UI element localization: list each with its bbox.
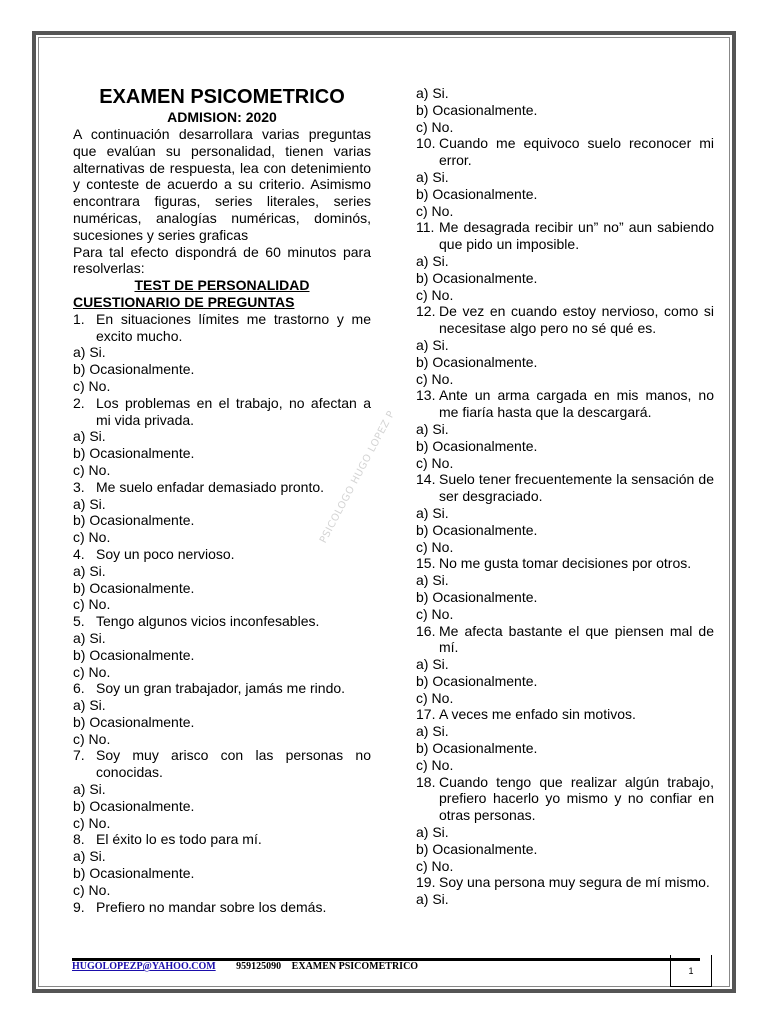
left-column — [73, 85, 371, 915]
question-number: 15. — [416, 555, 436, 572]
answer-option-c: c) No. — [416, 605, 454, 622]
answer-option-a: a) Si. — [416, 252, 449, 269]
question-item — [416, 387, 714, 421]
question-item — [416, 555, 714, 572]
answer-option-a: a) Si. — [73, 344, 106, 361]
answer-option-a: a) Si. — [416, 891, 449, 908]
question-text: Prefiero no mandar sobre los demás. — [96, 898, 327, 915]
question-text: De vez en cuando estoy nervioso, como si necesitase algo pero no sé qué es. — [439, 303, 714, 337]
question-number: 2. — [73, 394, 85, 411]
answer-option-c: c) No. — [416, 689, 454, 706]
answer-option-c: c) No. — [416, 857, 454, 874]
question-item — [73, 479, 371, 496]
answer-option-b: b) Ocasionalmente. — [416, 185, 538, 202]
section-heading-test: TEST DE PERSONALIDAD — [134, 277, 310, 294]
footer — [72, 961, 418, 972]
answer-option-b: b) Ocasionalmente. — [73, 797, 195, 814]
question-number: 4. — [73, 545, 85, 562]
question-text: Me afecta bastante el que piensen mal de mí. — [439, 622, 714, 656]
answer-option-a: a) Si. — [416, 723, 449, 740]
answer-option-b: b) Ocasionalmente. — [416, 521, 538, 538]
footer-phone: 959125090 — [236, 961, 282, 972]
answer-option-c: c) No. — [73, 814, 111, 831]
answer-option-b: b) Ocasionalmente. — [416, 740, 538, 757]
question-number: 1. — [73, 310, 85, 327]
page-number-box — [670, 955, 712, 987]
answer-option-b: b) Ocasionalmente. — [73, 865, 195, 882]
question-item — [73, 680, 371, 697]
answer-option-a: a) Si. — [416, 85, 449, 101]
answer-option-a: a) Si. — [73, 495, 106, 512]
answer-option-a: a) Si. — [73, 562, 106, 579]
question-text: No me gusta tomar decisiones por otros. — [439, 555, 692, 572]
page-number: 1 — [688, 966, 694, 976]
footer-email-link[interactable]: HUGOLOPEZP@YAHOO.COM — [72, 961, 216, 972]
answer-option-a: a) Si. — [73, 781, 106, 798]
question-number: 3. — [73, 478, 85, 495]
question-text: Soy un gran trabajador, jamás me rindo. — [96, 680, 346, 697]
question-number: 10. — [416, 135, 436, 152]
question-number: 7. — [73, 747, 85, 764]
answer-option-b: b) Ocasionalmente. — [73, 579, 195, 596]
question-number: 19. — [416, 874, 436, 891]
question-item — [73, 831, 371, 848]
question-item — [73, 899, 371, 916]
right-column — [416, 85, 714, 908]
question-item — [73, 311, 371, 345]
question-item — [416, 303, 714, 337]
footer-label: EXAMEN PSICOMETRICO — [291, 961, 419, 972]
question-number: 5. — [73, 613, 85, 630]
answer-option-b: b) Ocasionalmente. — [416, 588, 538, 605]
question-number: 9. — [73, 898, 85, 915]
question-text: Cuando tengo que realizar algún trabajo, prefiero hacerlo yo mismo y no confiar en otras personas. — [439, 773, 714, 824]
document-title: EXAMEN PSICOMETRICO — [99, 86, 345, 108]
question-text: Soy un poco nervioso. — [96, 545, 235, 562]
question-text: Ante un arma cargada en mis manos, no me fiaría hasta que la descargará. — [439, 387, 714, 421]
answer-option-c: c) No. — [73, 461, 111, 478]
right-question-list — [416, 135, 714, 908]
question-text: Suelo tener frecuentemente la sensación de ser desgraciado. — [439, 471, 714, 505]
answer-option-a: a) Si. — [416, 168, 449, 185]
section-heading-questionnaire: CUESTIONARIO DE PREGUNTAS — [73, 293, 295, 310]
answer-option-c: c) No. — [73, 377, 111, 394]
question-item — [416, 623, 714, 657]
question-item — [73, 613, 371, 630]
answer-option-b: b) Ocasionalmente. — [416, 101, 538, 118]
answer-option-a: a) Si. — [416, 420, 449, 437]
question-text: En situaciones límites me trastorno y me excito mucho. — [96, 310, 371, 344]
answer-option-c: c) No. — [416, 756, 454, 773]
answer-option-c: c) No. — [416, 202, 454, 219]
answer-option-b: b) Ocasionalmente. — [73, 361, 195, 378]
answer-option-b: b) Ocasionalmente. — [73, 445, 195, 462]
answer-option-a: a) Si. — [416, 824, 449, 841]
question-number: 18. — [416, 773, 436, 790]
answer-option-c: c) No. — [73, 529, 111, 546]
question-text: Me desagrada recibir un” no” aun sabiendo que pido un imposible. — [439, 219, 714, 253]
question-number: 12. — [416, 303, 436, 320]
answer-option-a: a) Si. — [73, 848, 106, 865]
answer-option-c: c) No. — [73, 663, 111, 680]
question-number: 13. — [416, 387, 436, 404]
question-item — [416, 471, 714, 505]
answer-option-b: b) Ocasionalmente. — [73, 512, 195, 529]
answer-option-b: b) Ocasionalmente. — [416, 353, 538, 370]
answer-option-a: a) Si. — [73, 428, 106, 445]
watermark: PSICOLOGO HUGO LOPEZ P — [318, 409, 398, 546]
question-text: Soy una persona muy segura de mí mismo. — [439, 874, 710, 891]
answer-option-b: b) Ocasionalmente. — [416, 437, 538, 454]
question-item — [416, 135, 714, 169]
question-item — [416, 774, 714, 824]
question-number: 8. — [73, 831, 85, 848]
intro-paragraph: A continuación desarrollara varias preguntas que evalúan su personalidad, tienen varias alternativas de respuesta, lea con detenimiento y conteste de acuerdo a su criterio. Asimismo encontrara figuras, series literales, series numéricas, analogías numéricas, dominós, sucesiones y series graficas — [73, 126, 371, 243]
document-subtitle: ADMISION: 2020 — [167, 109, 277, 125]
question-text: Tengo algunos vicios inconfesables. — [96, 613, 320, 630]
time-note: Para tal efecto dispondrá de 60 minutos para resolverlas: — [73, 243, 371, 277]
question-text: A veces me enfado sin motivos. — [439, 706, 636, 723]
answer-option-a: a) Si. — [416, 336, 449, 353]
answer-option-a: a) Si. — [416, 572, 449, 589]
question-text: El éxito lo es todo para mí. — [96, 831, 262, 848]
question-text: Me suelo enfadar demasiado pronto. — [96, 478, 325, 495]
answer-option-b: b) Ocasionalmente. — [416, 672, 538, 689]
question-number: 6. — [73, 680, 85, 697]
question-text: Los problemas en el trabajo, no afectan a mi vida privada. — [96, 394, 371, 428]
question-number: 14. — [416, 471, 436, 488]
answer-option-c: c) No. — [416, 118, 454, 135]
question-text: Cuando me equivoco suelo reconocer mi error. — [439, 135, 714, 169]
answer-option-a: a) Si. — [73, 697, 106, 714]
question-item — [416, 874, 714, 891]
answer-option-c: c) No. — [73, 881, 111, 898]
answer-option-b: b) Ocasionalmente. — [416, 840, 538, 857]
answer-option-a: a) Si. — [416, 656, 449, 673]
left-question-list — [73, 311, 371, 916]
question-item — [73, 747, 371, 781]
answer-option-b: b) Ocasionalmente. — [416, 269, 538, 286]
question-item — [73, 395, 371, 429]
answer-option-b: b) Ocasionalmente. — [73, 713, 195, 730]
question-number: 17. — [416, 706, 436, 723]
question-item — [416, 706, 714, 723]
answer-option-b: b) Ocasionalmente. — [73, 646, 195, 663]
question-item — [73, 546, 371, 563]
answer-option-c: c) No. — [416, 286, 454, 303]
answer-option-c: c) No. — [73, 730, 111, 747]
question-item — [416, 219, 714, 253]
answer-option-c: c) No. — [416, 538, 454, 555]
answer-option-c: c) No. — [73, 596, 111, 613]
answer-option-a: a) Si. — [416, 504, 449, 521]
answer-option-c: c) No. — [416, 454, 454, 471]
question-number: 11. — [416, 219, 435, 236]
answer-option-c: c) No. — [416, 370, 454, 387]
question-text: Soy muy arisco con las personas no conocidas. — [96, 747, 371, 781]
answer-option-a: a) Si. — [73, 629, 106, 646]
question-number: 16. — [416, 622, 436, 639]
